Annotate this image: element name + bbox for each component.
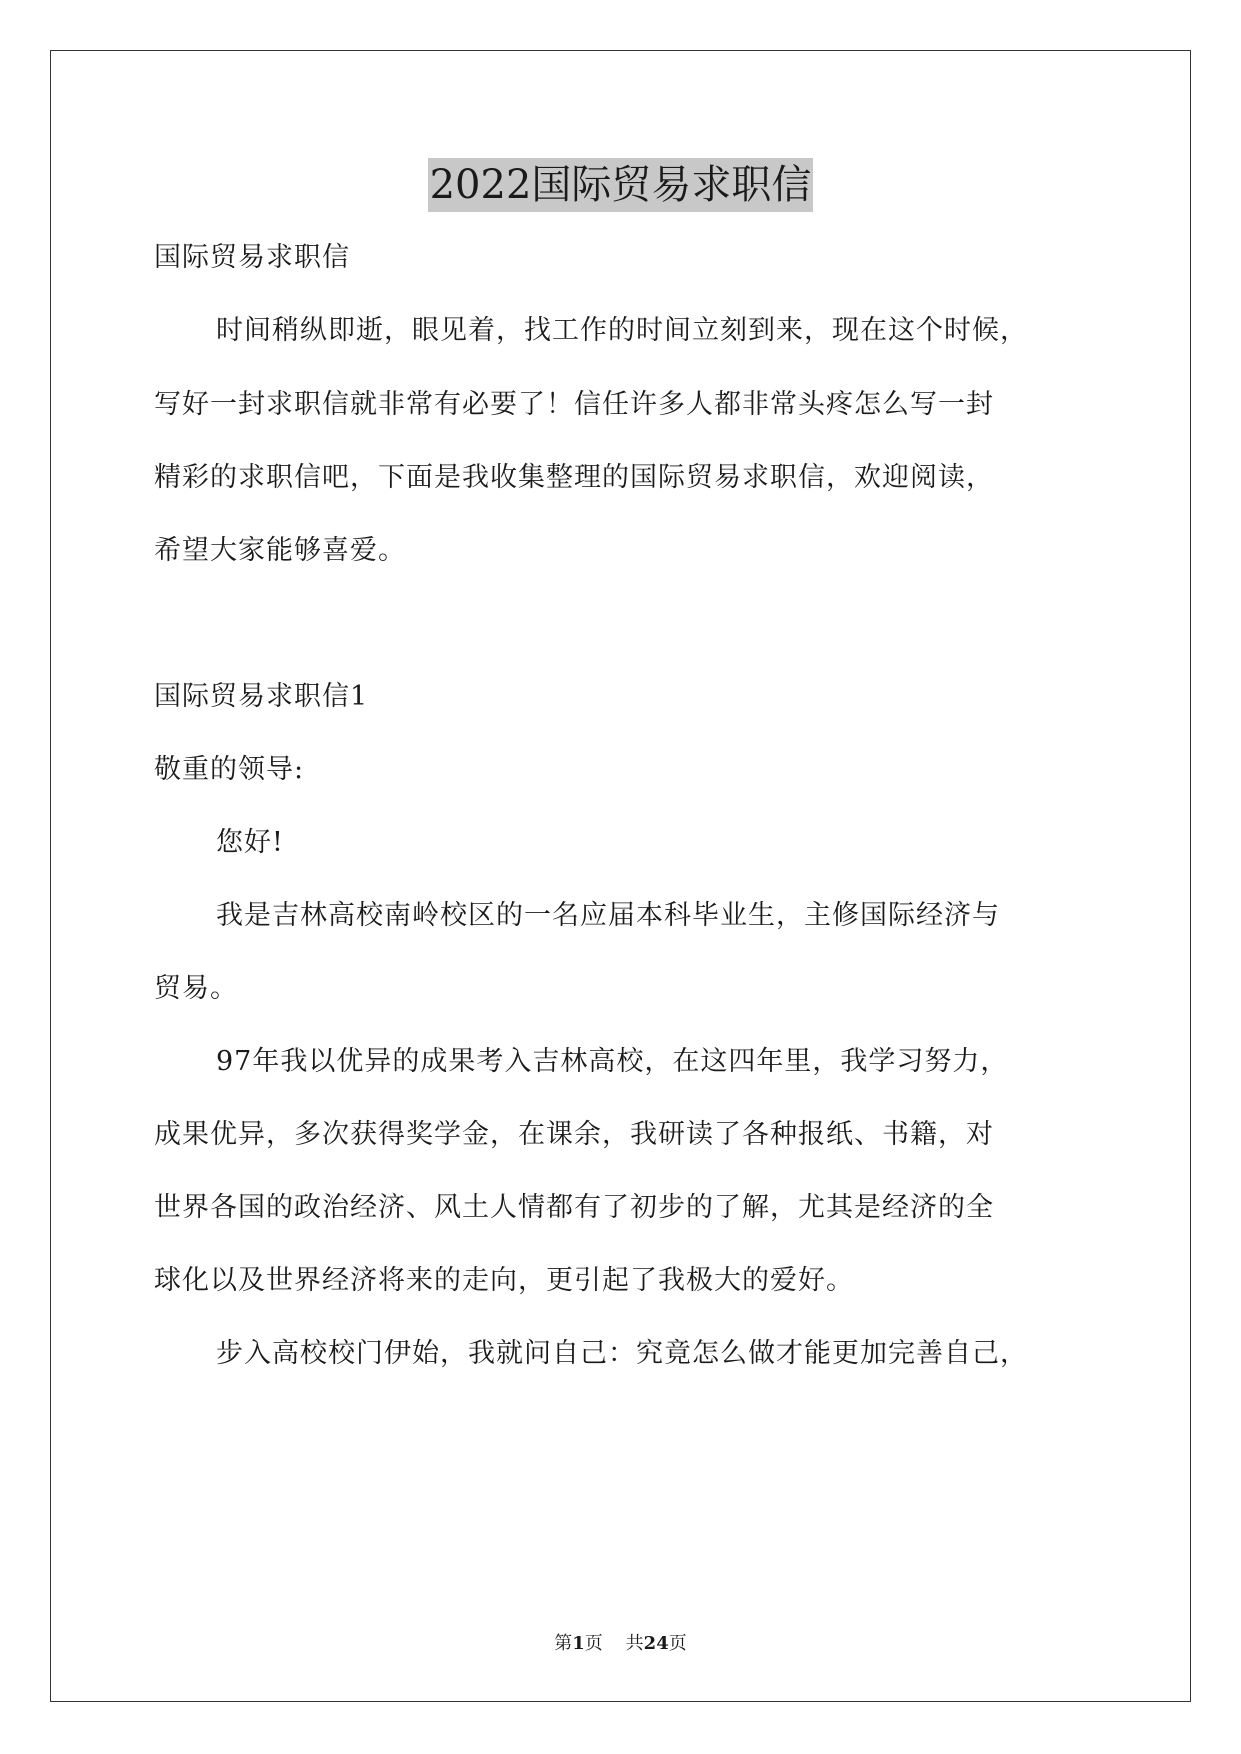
title-container [0, 158, 1241, 212]
paragraph-line: 球化以及世界经济将来的走向，更引起了我极大的爱好。 [154, 1265, 854, 1296]
document-title: 2022国际贸易求职信 [428, 158, 814, 212]
paragraph-line: 时间稍纵即逝，眼见着，找工作的时间立刻到来，现在这个时候， [216, 315, 1028, 346]
page-footer [0, 1632, 1241, 1656]
letter-heading: 国际贸易求职信1 [154, 681, 369, 712]
paragraph-line: 精彩的求职信吧，下面是我收集整理的国际贸易求职信，欢迎阅读， [154, 462, 994, 493]
total-pages: 24 [643, 1633, 669, 1654]
greeting: 您好! [216, 827, 284, 858]
paragraph-line: 步入高校校门伊始，我就问自己：究竟怎么做才能更加完善自己， [216, 1338, 1028, 1369]
total-suffix: 页 [668, 1633, 687, 1654]
total-prefix: 共 [625, 1633, 644, 1654]
paragraph-line: 写好一封求职信就非常有必要了！信任许多人都非常头疼怎么写一封 [154, 389, 994, 420]
paragraph-line: 成果优异，多次获得奖学金，在课余，我研读了各种报纸、书籍，对 [154, 1119, 994, 1150]
page-number: 1 [572, 1633, 585, 1654]
salutation: 敬重的领导: [154, 754, 305, 785]
paragraph-line: 希望大家能够喜爱。 [154, 535, 406, 566]
paragraph-line: 世界各国的政治经济、风土人情都有了初步的了解，尤其是经济的全 [154, 1192, 994, 1223]
paragraph-line: 97年我以优异的成果考入吉林高校，在这四年里，我学习努力， [216, 1046, 1009, 1077]
section-heading: 国际贸易求职信 [154, 242, 350, 273]
paragraph-line: 我是吉林高校南岭校区的一名应届本科毕业生，主修国际经济与 [216, 900, 1000, 931]
page-border [50, 50, 1191, 1702]
page-prefix: 第 [554, 1633, 573, 1654]
page-suffix: 页 [584, 1633, 603, 1654]
paragraph-line: 贸易。 [154, 973, 238, 1004]
